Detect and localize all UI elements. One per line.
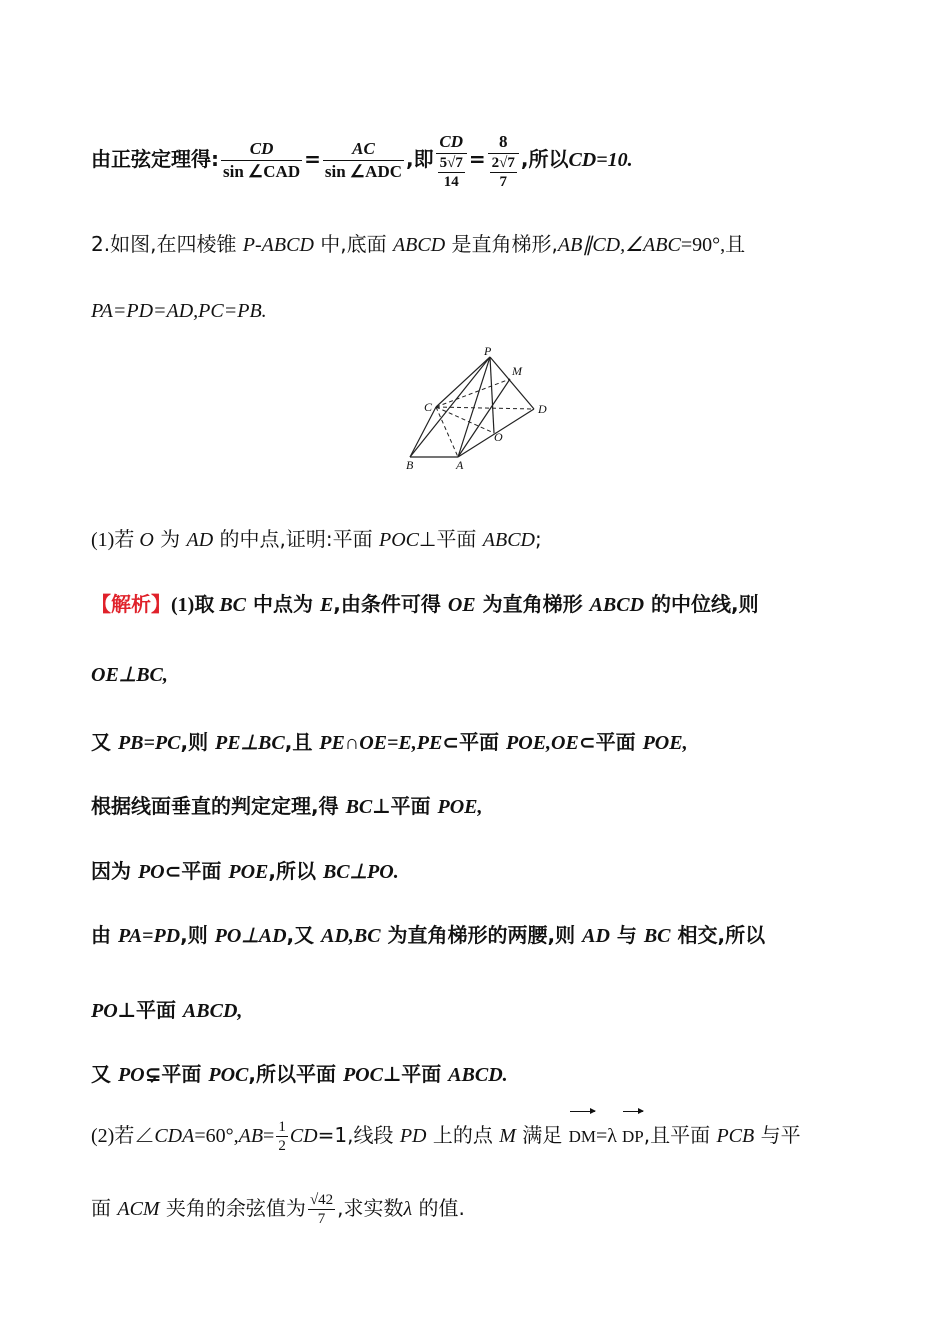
text: 的中点,证明:平面 <box>213 527 379 551</box>
math: POE <box>228 861 269 883</box>
text: 满足 <box>515 1123 569 1147</box>
inner-numerator: 2√7 <box>491 154 515 171</box>
label-d: D <box>538 402 547 416</box>
fraction-cd-over <box>436 131 467 191</box>
equals: = <box>304 147 321 171</box>
text: 为直角梯形的两腰,则 <box>380 923 583 947</box>
part2-line1 <box>91 1108 801 1162</box>
math: E <box>319 594 334 616</box>
text: 面 <box>91 1196 118 1220</box>
solution-line8 <box>91 1058 508 1087</box>
text: 为直角梯形 <box>475 592 590 616</box>
text: 为 <box>153 527 187 551</box>
label-p: P <box>484 345 492 358</box>
text: 又 <box>91 730 118 754</box>
text: = <box>263 1125 275 1147</box>
text: 的中位线,则 <box>644 592 759 616</box>
math: ABCD <box>589 594 645 616</box>
text: =1,线段 <box>317 1123 400 1147</box>
numerator: √42 <box>309 1192 334 1208</box>
math: AB <box>238 1125 264 1147</box>
compound-denominator <box>436 154 467 191</box>
text: 中点为 <box>246 592 320 616</box>
math: ABCD <box>482 529 535 551</box>
math: PE∩OE=E,PE <box>319 732 443 754</box>
math: BC <box>643 925 671 947</box>
text: ⊥平面 <box>117 998 183 1022</box>
text: 是直角梯形, <box>445 232 558 256</box>
math: AD,BC <box>321 925 381 947</box>
result: CD=10. <box>568 149 633 171</box>
text: 因为 <box>91 859 138 883</box>
math: PE⊥BC <box>215 732 285 754</box>
text: ,则 <box>180 730 216 754</box>
text: ⊥平面 <box>382 1062 449 1086</box>
text: ⊊平面 <box>144 1062 209 1086</box>
denominator: sin ∠ADC <box>324 162 403 181</box>
text: ,且 <box>284 730 320 754</box>
label-a: A <box>456 458 464 472</box>
fraction-sqrt42-over-7 <box>308 1191 335 1228</box>
text: ⊥平面 <box>372 794 438 818</box>
solution-line7 <box>91 994 242 1023</box>
text: ⊂平面 <box>578 730 643 754</box>
text: ,所以 <box>520 147 569 171</box>
vector-dp: DP <box>622 1108 644 1162</box>
math: POE, <box>437 796 483 818</box>
solution-line2: OE⊥BC, <box>91 664 168 686</box>
text: ⊂平面 <box>164 859 229 883</box>
math: POE, <box>642 732 688 754</box>
text: 由 <box>91 923 118 947</box>
math: BC⊥PO. <box>322 861 399 883</box>
math: POC <box>378 529 419 551</box>
text: =90°,且 <box>680 234 746 256</box>
text: 相交,所以 <box>670 923 766 947</box>
text: 夹角的余弦值为 <box>159 1196 306 1220</box>
math: POC <box>342 1064 383 1086</box>
math: AD <box>582 925 610 947</box>
text: 中,底面 <box>313 232 393 256</box>
text: 2.如图,在四棱锥 <box>91 232 243 256</box>
text: ⊥平面 <box>418 527 483 551</box>
math: BC <box>345 796 373 818</box>
solution-line4 <box>91 790 483 819</box>
part1-question <box>91 523 542 552</box>
pyramid-figure <box>398 345 558 475</box>
math: PA=PD <box>117 925 181 947</box>
text: ,即 <box>406 147 434 171</box>
math: M <box>499 1125 516 1147</box>
numerator: AC <box>323 138 404 161</box>
text: ,所以 <box>268 859 323 883</box>
solution-line3 <box>91 726 688 755</box>
math: λ <box>403 1198 413 1220</box>
text: 根据线面垂直的判定定理,得 <box>91 794 346 818</box>
text: ⊂平面 <box>442 730 507 754</box>
label-m: M <box>512 364 522 378</box>
math: P-ABCD <box>242 234 314 256</box>
text: (1)若 <box>91 529 140 551</box>
inner-denominator: 7 <box>499 173 507 190</box>
text: 与 <box>609 923 644 947</box>
denominator: 7 <box>317 1211 326 1227</box>
math: ABCD <box>392 234 446 256</box>
sine-law-line <box>91 130 633 191</box>
math: PO <box>117 1064 145 1086</box>
math: ABCD. <box>448 1064 508 1086</box>
compound-denominator <box>488 154 519 191</box>
problem2-line2: PA=PD=AD,PC=PB. <box>91 300 267 322</box>
math: PO⊥AD <box>214 925 287 947</box>
text: 上的点 <box>426 1123 500 1147</box>
text: 由正弦定理得: <box>91 147 219 171</box>
math: PB=PC <box>117 732 181 754</box>
denominator: sin ∠CAD <box>223 162 301 181</box>
inner-denominator: 14 <box>443 173 459 190</box>
fraction-8-over <box>488 131 519 191</box>
math: PO <box>91 1000 118 1022</box>
fraction-one-half <box>276 1118 288 1155</box>
text: ,又 <box>286 923 322 947</box>
numerator: CD <box>436 131 467 154</box>
math: POC <box>208 1064 249 1086</box>
equals: = <box>468 147 486 171</box>
text: ,求实数 <box>337 1196 404 1220</box>
math: PD <box>399 1125 427 1147</box>
text: (2)若∠ <box>91 1125 155 1147</box>
part2-line2 <box>91 1183 465 1234</box>
numerator: CD <box>221 138 302 161</box>
denominator: 2 <box>278 1138 286 1154</box>
analysis-tag: 【解析】 <box>91 592 171 616</box>
text: 的值. <box>412 1196 465 1220</box>
vector-dm: DM <box>569 1108 596 1162</box>
text: (1)取 <box>171 594 220 616</box>
text: ; <box>534 527 542 551</box>
text: 与平 <box>754 1123 801 1147</box>
math: O <box>139 529 154 551</box>
math: ABCD, <box>182 1000 243 1022</box>
fraction-ac-sin-adc <box>323 138 404 183</box>
math: BC <box>219 594 247 616</box>
solution-line6 <box>91 919 765 948</box>
inner-numerator: 5√7 <box>439 154 463 171</box>
text: =60°, <box>194 1125 239 1147</box>
solution-line1 <box>91 588 759 617</box>
label-b: B <box>406 458 414 472</box>
math: AB∥CD,∠ABC <box>557 234 681 256</box>
math: AD <box>186 529 214 551</box>
text: ,所以平面 <box>248 1062 343 1086</box>
math: ACM <box>117 1198 160 1220</box>
text: 又 <box>91 1062 118 1086</box>
fraction-cd-sin-cad <box>221 138 302 183</box>
math: CD <box>289 1125 318 1147</box>
math: POE,OE <box>506 732 579 754</box>
text: =λ <box>596 1125 622 1147</box>
solution-line5 <box>91 855 399 884</box>
math: PO <box>137 861 165 883</box>
text: ,且平面 <box>643 1123 717 1147</box>
text: ,由条件可得 <box>333 592 448 616</box>
text: ,则 <box>180 923 215 947</box>
label-c: C <box>424 400 433 414</box>
math: PCB <box>716 1125 755 1147</box>
math: CDA <box>154 1125 195 1147</box>
numerator: 1 <box>278 1119 286 1135</box>
math: OE <box>447 594 476 616</box>
label-o: O <box>494 430 503 444</box>
problem2-line1 <box>91 228 745 257</box>
numerator: 8 <box>488 131 519 154</box>
